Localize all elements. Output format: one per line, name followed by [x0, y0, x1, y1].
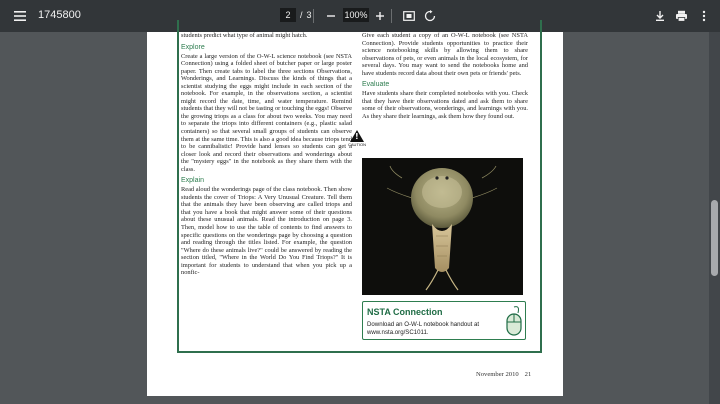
total-pages: 3 — [306, 10, 312, 20]
more-vert-icon — [702, 10, 706, 22]
document-title: 1745800 — [38, 9, 81, 21]
menu-button[interactable] — [8, 4, 32, 28]
explore-heading: Explore — [181, 43, 205, 51]
zoom-level-input[interactable]: 100% — [344, 10, 368, 20]
left-column — [181, 32, 352, 277]
right-column — [362, 32, 528, 120]
nsta-download-text[interactable]: Download an O-W-L notebook handout at www.nsta.org/SC1011. — [367, 321, 480, 336]
left-intro-text: students predict what type of animal might hatch. — [181, 32, 308, 39]
print-button[interactable] — [669, 4, 693, 28]
footer-page-number: 21 — [524, 371, 532, 378]
page-separator: / — [300, 10, 303, 20]
caution-badge — [346, 130, 368, 150]
page-footer — [470, 371, 531, 378]
caution-label: CAUTION — [348, 142, 366, 147]
footer-month: November 2010 — [476, 371, 519, 378]
menu-icon — [13, 10, 27, 22]
evaluate-heading: Evaluate — [362, 81, 390, 89]
right-intro-text: Give each student a copy of an O-W-L notebook (see NSTA Connection). Provide students opportunities to practice their science notebooking skills by allowing them to share observations of pets, or even animals in the local ecosystem, for several days. You may want to send the notebooks home and have students record data about their own pets or friends' pets. — [362, 32, 528, 77]
scrollbar-thumb[interactable] — [711, 200, 718, 276]
explain-paragraph: Read aloud the wonderings page of the class notebook. Then show students the cover of Triops: A Very Unusual Creature. Tell them that the animals they have been observing are called triops and that you have a book that might answer some of their questions about these unusual animals. Read the introduction on page 3. Then, model how to use the table of contents to find answers to specific questions on the wonderings page by choosing a question and reading through the titles listed. For example, the question "Where do these animals live?" could be answered by reading the section titled, "Where in the World Do You Find Triops?" It is important for students to understand that when you pick up a nonfic- — [181, 186, 352, 277]
current-page-input[interactable]: 2 — [280, 8, 296, 22]
triops-illustration — [362, 158, 523, 295]
nsta-title: NSTA Connection — [367, 307, 443, 317]
print-icon — [675, 10, 688, 22]
evaluate-paragraph: Have students share their completed notebooks with you. Check that they have their observations dated and ask them to share some of their observations, wonderings, and learnings with you. As they share their learnings, ask them how they found out. — [362, 90, 528, 120]
computer-mouse-icon — [504, 305, 524, 337]
caution-exclamation: ! — [355, 132, 359, 141]
download-icon — [654, 10, 666, 22]
explain-heading: Explain — [181, 177, 204, 185]
triops-photo — [362, 158, 523, 295]
more-actions-button[interactable] — [692, 4, 716, 28]
nsta-connection-box — [362, 301, 526, 340]
explore-paragraph: Create a large version of the O-W-L science notebook (see NSTA Connection) using a folded sheet of butcher paper or large poster paper. Then create tabs to label the three sections Observations, Wonderings, and Learnings. Discuss the kinds of things that a scientist studying the eggs might include in each section of the notebook. For example, in the observations section, a scientist might record the date, time, and water temperature. Remind students that they will not be tasting or touching the eggs! Observe the growing triops as a class for about two weeks. You may need to separate the triops into different containers (e.g., plastic salad containers) so that several small groups of students can observe them at the same time. This is also a good idea because triops tend to be cannibalistic! Provide hand lenses so students can get a closer look and record their observations and wonderings about the "mystery eggs" in the notebook as they share them with the class. — [181, 52, 352, 173]
